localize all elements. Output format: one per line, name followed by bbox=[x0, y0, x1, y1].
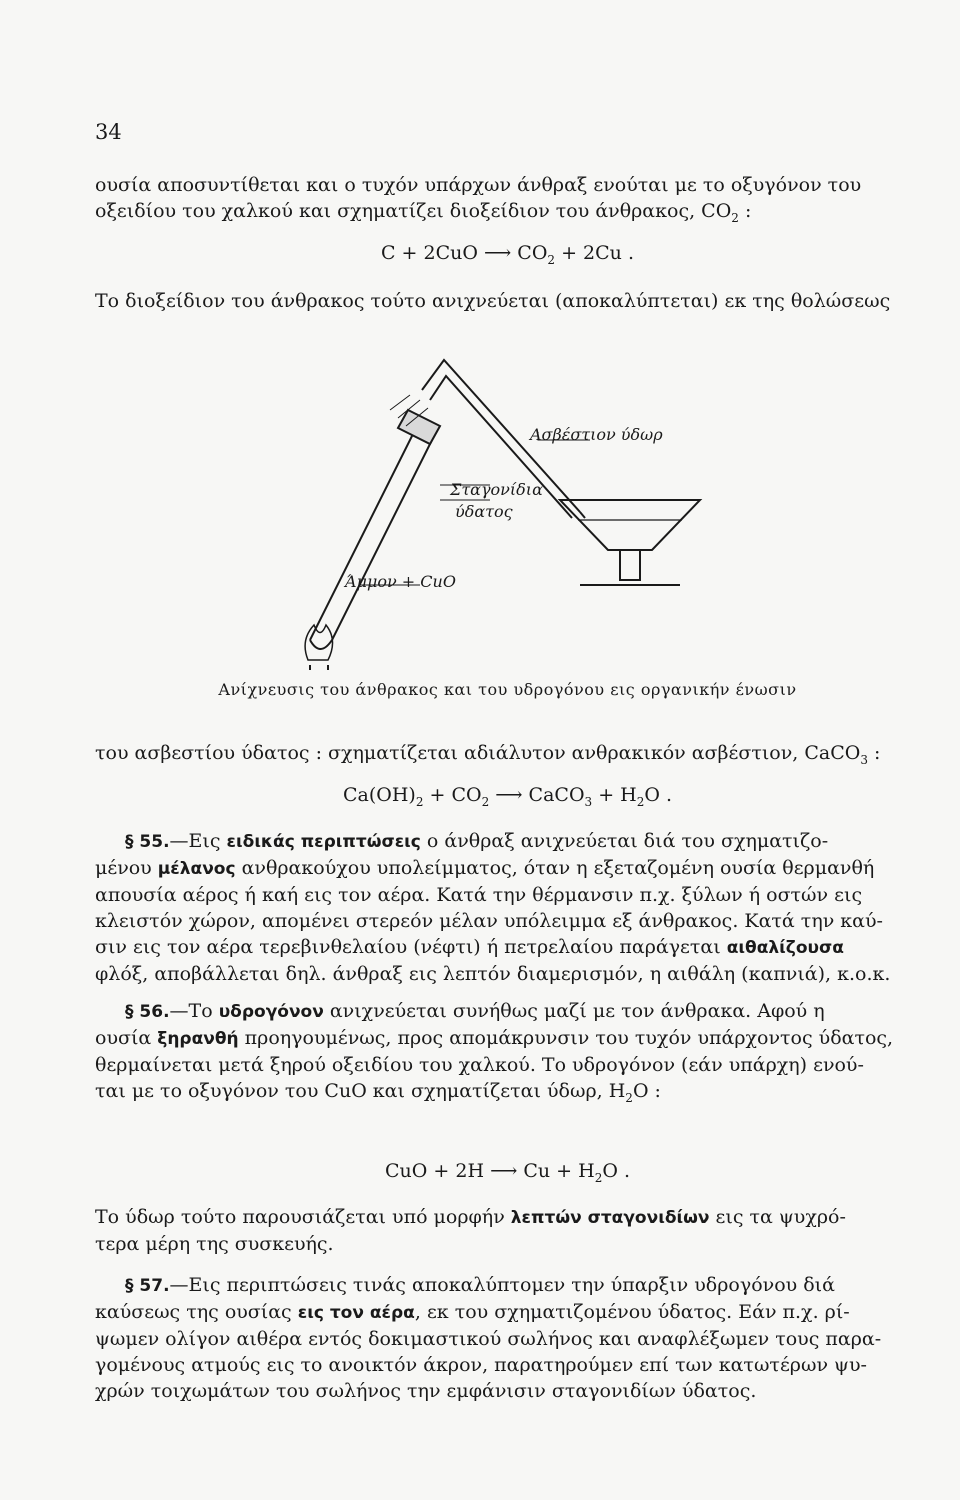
intro-line-1: ουσία αποσυντίθεται και ο τυχόν υπάρχων άνθραξ ενούται με το οξυγόνον του bbox=[95, 174, 862, 196]
intro-paragraph bbox=[95, 172, 920, 224]
p55-line-5: σιν εις τον αέρα τερεβινθελαίου (νέφτι) ή πετρελαίου παράγεται αιθαλίζουσα bbox=[95, 936, 844, 958]
figure-caption: Ανίχνευσις του άνθρακος και του υδρογόνου εις οργανικήν ένωσιν bbox=[218, 680, 797, 699]
p57-line-5: χρών τοιχωμάτων του σωλήνος την εμφάνισιν σταγονιδίων ύδατος. bbox=[95, 1380, 757, 1402]
p55-line-3: απουσία αέρος ή καή εις τον αέρα. Κατά την θέρμανσιν π.χ. ξύλων ή οστών εις bbox=[95, 884, 863, 906]
beaker-stem bbox=[620, 550, 640, 580]
after-figure-line: του ασβεστίου ύδατος : σχηματίζεται αδιάλυτον ανθρακικόν ασβέστιον, CaCO$_3$ : bbox=[95, 742, 881, 767]
tube-bottom bbox=[310, 640, 332, 649]
p56-line-4: ται με το οξυγόνον του CuO και σχηματίζεται ύδωρ, $H_2O$ : bbox=[95, 1080, 661, 1105]
p55-line-6: φλόξ, αποβάλλεται δηλ. άνθραξ εις λεπτόν διαμερισμόν, η αιθάλη (καπνιά), κ.ο.κ. bbox=[95, 963, 891, 985]
p57-line-2: καύσεως της ουσίας εις τον αέρα, εκ του σχηματιζομένου ύδατος. Εάν π.χ. ρί- bbox=[95, 1301, 850, 1323]
p56-line-3: θερμαίνεται μετά ξηρού οξειδίου του χαλκού. Το υδρογόνον (εάν υπάρχη) ενού- bbox=[95, 1054, 864, 1076]
label-droplets: Σταγονίδια bbox=[450, 480, 543, 499]
flame bbox=[305, 625, 332, 660]
tube-left-wall bbox=[310, 420, 420, 640]
equation-3: CuO + 2H ⟶ $Cu + H_2O$ . bbox=[385, 1160, 630, 1185]
intro-line-2: οξειδίου του χαλκού και σχηματίζει διοξείδιον του άνθρακος, $CO_2$ : bbox=[95, 200, 752, 225]
apparatus-figure bbox=[280, 340, 800, 670]
p56-line-2: ουσία ξηρανθή προηγουμένως, προς απομάκρυνσιν του τυχόν υπάρχοντος ύδατος, bbox=[95, 1027, 894, 1049]
apparatus-drawing bbox=[280, 340, 800, 670]
p55-line-2: μένου μέλανος ανθρακούχου υπολείμματος, όταν η εξεταζομένη ουσία θερμανθή bbox=[95, 857, 875, 879]
after-equation-1: Το διοξείδιον του άνθρακος τούτο ανιχνεύεται (αποκαλύπτεται) εκ της θολώσεως bbox=[95, 290, 891, 312]
paragraph-55 bbox=[95, 828, 920, 987]
label-droplets-water: ύδατος bbox=[455, 502, 513, 521]
p55-line-4: κλειστόν χώρον, απομένει στερεόν μέλαν υπόλειμμα εξ άνθρακος. Κατά την καύ- bbox=[95, 910, 883, 932]
equation-2: $Ca(OH)_2 + CO_2$ ⟶ CaCO$_3$ + $H_2O$ . bbox=[342, 784, 673, 809]
p57-line-1: § 57.—Εις περιπτώσεις τινάς αποκαλύπτομεν την ύπαρξιν υδρογόνου διά bbox=[125, 1274, 835, 1296]
p55-line-1: § 55.—Εις ειδικάς περιπτώσεις ο άνθραξ ανιχνεύεται διά του σχηματιζο- bbox=[125, 830, 829, 852]
p57-line-3: ψωμεν ολίγον αιθέρα εντός δοκιμαστικού σωλήνος και αναφλέξωμεν τους παρα- bbox=[95, 1328, 882, 1350]
page-number: 34 bbox=[95, 120, 122, 144]
equation-1: C + 2CuO ⟶ $CO_2 + 2Cu$ . bbox=[380, 242, 634, 267]
tube-right-wall bbox=[332, 428, 438, 640]
p57-line-4: γομένους ατμούς εις το ανοικτόν άκρον, παρατηρούμεν επί των κατωτέρων ψυ- bbox=[95, 1354, 867, 1376]
after-equation-3 bbox=[95, 1204, 920, 1257]
beaker bbox=[560, 500, 700, 550]
label-sand-cuo: Άμμον + CuO bbox=[345, 572, 456, 591]
paragraph-57 bbox=[95, 1272, 920, 1404]
after-eq3-line-1: Το ύδωρ τούτο παρουσιάζεται υπό μορφήν λεπτών σταγονιδίων εις τα ψυχρό- bbox=[95, 1206, 846, 1228]
p56-line-1: § 56.—Το υδρογόνον ανιχνεύεται συνήθως μαζί με τον άνθρακα. Αφού η bbox=[125, 1000, 825, 1022]
label-lime-water: Ασβέστιον ύδωρ bbox=[530, 425, 663, 444]
after-eq3-line-2: τερα μέρη της συσκευής. bbox=[95, 1233, 334, 1255]
paragraph-56 bbox=[95, 998, 920, 1104]
